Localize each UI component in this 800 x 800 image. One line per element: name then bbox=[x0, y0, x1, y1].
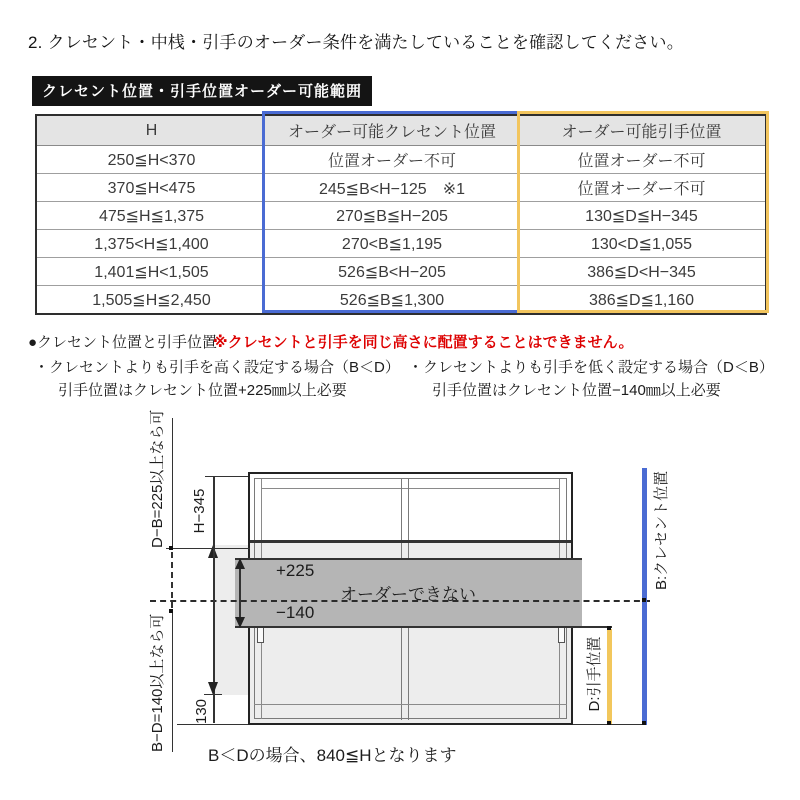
table-cell: 250≦H<370 bbox=[36, 146, 266, 174]
h-345-label: H−345 bbox=[191, 488, 208, 534]
sash-top-rail bbox=[262, 488, 560, 489]
column-header-h: H bbox=[36, 115, 266, 146]
section-badge: クレセント位置・引手位置オーダー可能範囲 bbox=[32, 76, 372, 106]
table-cell: 386≦D<H−345 bbox=[518, 258, 766, 286]
plus-225-label: +225 bbox=[276, 561, 315, 580]
table-cell: 270<B≦1,195 bbox=[266, 230, 518, 258]
table-cell: 130<D≦1,055 bbox=[518, 230, 766, 258]
note-case-high-detail: 引手位置はクレセント位置+225㎜以上必要 bbox=[58, 382, 347, 399]
table-cell: 位置オーダー不可 bbox=[518, 146, 766, 174]
table-cell: 475≦H≦1,375 bbox=[36, 202, 266, 230]
band-arrow-down-icon bbox=[235, 617, 245, 628]
table-row bbox=[36, 202, 766, 230]
table-cell: 1,375<H≦1,400 bbox=[36, 230, 266, 258]
tick-d-max bbox=[166, 548, 250, 549]
band-arrow-up-icon bbox=[235, 558, 245, 569]
table-cell: 位置オーダー不可 bbox=[518, 174, 766, 202]
sash-bottom-rail bbox=[254, 704, 567, 705]
table-row bbox=[36, 230, 766, 258]
order-range-table bbox=[35, 114, 765, 315]
table-cell: 526≦B≦1,300 bbox=[266, 286, 518, 315]
table-cell: 370≦H<475 bbox=[36, 174, 266, 202]
dimension-dot bbox=[607, 626, 611, 630]
minus-140-label: −140 bbox=[276, 603, 315, 622]
table-cell: 1,505≦H≦2,450 bbox=[36, 286, 266, 315]
handle-position-line bbox=[607, 629, 612, 724]
table-row bbox=[36, 258, 766, 286]
sash-meeting-rail bbox=[250, 540, 571, 543]
table-cell: 1,401≦H<1,505 bbox=[36, 258, 266, 286]
forbidden-zone-label: オーダーできない bbox=[340, 585, 476, 604]
note-bullet-title: ●クレセント位置と引手位置 bbox=[28, 334, 218, 351]
order-range-table-grid bbox=[35, 114, 767, 315]
table-cell: 526≦B<H−205 bbox=[266, 258, 518, 286]
condition-top-label: D−B=225以上なら可 bbox=[149, 409, 166, 548]
condition-bottom-label: B−D=140以上なら可 bbox=[149, 613, 166, 752]
note-case-low: ・クレセントよりも引手を低く設定する場合（D＜B） bbox=[408, 359, 774, 376]
diagram-caption: B＜Dの場合、840≦Hとなります bbox=[208, 746, 457, 765]
column-header-crescent: オーダー可能クレセント位置 bbox=[266, 115, 518, 146]
tick-frame-top bbox=[205, 476, 248, 477]
table-cell: 245≦B<H−125 ※1 bbox=[266, 174, 518, 202]
page-title: 2. クレセント・中桟・引手のオーダー条件を満たしていることを確認してください。 bbox=[28, 33, 684, 52]
condition-dashed-segment bbox=[171, 552, 173, 608]
table-header-row bbox=[36, 115, 766, 146]
table-cell: 130≦D≦H−345 bbox=[518, 202, 766, 230]
dim-130-label: 130 bbox=[193, 698, 210, 725]
table-row bbox=[36, 286, 766, 315]
dimension-dot bbox=[607, 721, 611, 725]
dimension-line-130 bbox=[213, 695, 215, 723]
dimension-dot bbox=[169, 609, 173, 613]
note-case-high: ・クレセントよりも引手を高く設定する場合（B＜D） bbox=[34, 359, 400, 376]
crescent-position-label: B:クレセント位置 bbox=[653, 470, 670, 590]
dimension-dot bbox=[169, 546, 173, 550]
condition-bottom-line bbox=[172, 612, 173, 752]
crescent-position-line bbox=[642, 468, 647, 725]
table-cell: 位置オーダー不可 bbox=[266, 146, 518, 174]
table-row bbox=[36, 174, 766, 202]
dimension-line-range bbox=[213, 545, 215, 695]
handle-position-label: D:引手位置 bbox=[586, 636, 603, 712]
crescent-position-dashed-line bbox=[150, 600, 650, 602]
column-header-handle: オーダー可能引手位置 bbox=[518, 115, 766, 146]
table-row bbox=[36, 146, 766, 174]
dimension-dot bbox=[642, 598, 646, 602]
dimension-line-h345 bbox=[213, 477, 215, 545]
band-arrow-line bbox=[239, 568, 241, 618]
note-warning: ※クレセントと引手を同じ高さに配置することはできません。 bbox=[213, 334, 634, 351]
dimension-dot bbox=[642, 721, 646, 725]
condition-top-line bbox=[172, 418, 173, 548]
table-cell: 270≦B≦H−205 bbox=[266, 202, 518, 230]
table-cell: 386≦D≦1,160 bbox=[518, 286, 766, 315]
note-case-low-detail: 引手位置はクレセント位置−140㎜以上必要 bbox=[432, 382, 721, 399]
tick-frame-bottom-left bbox=[177, 724, 248, 725]
